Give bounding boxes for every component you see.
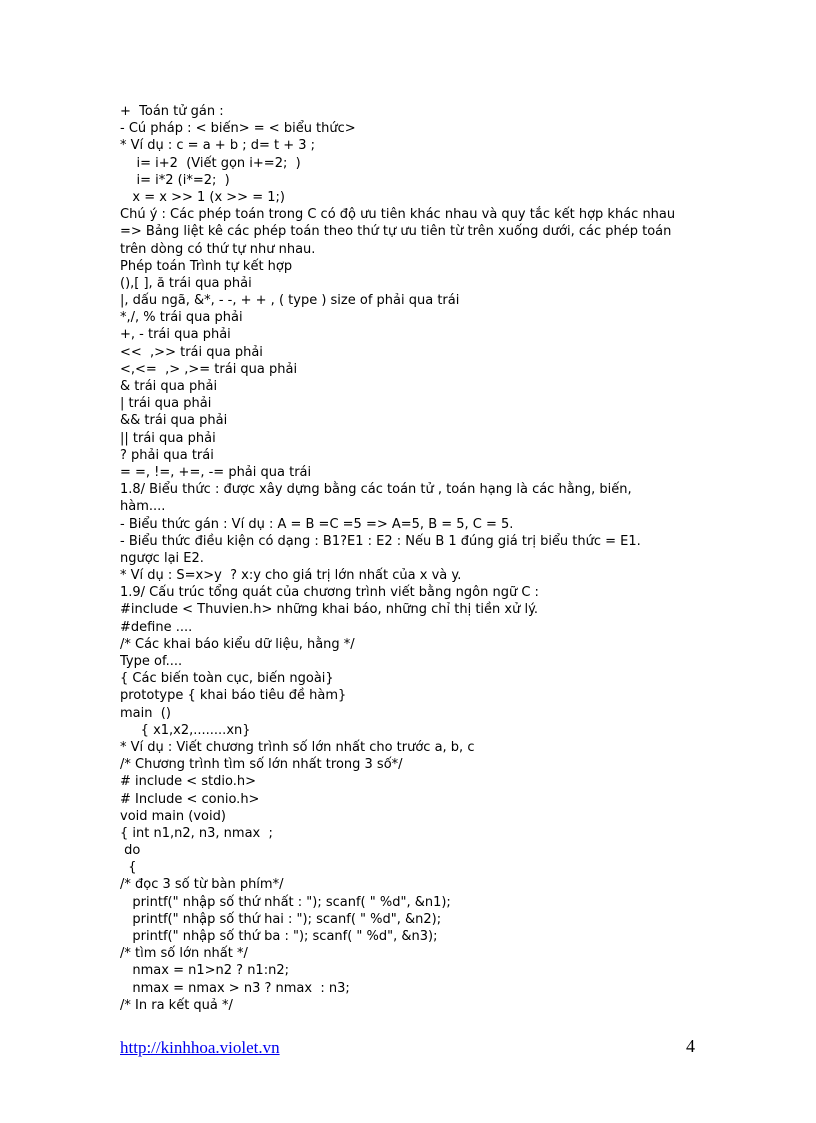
text-line: (),[ ], ă trái qua phải [120,275,252,291]
text-line: main () [120,705,171,721]
text-line: +, - trái qua phải [120,327,231,343]
text-line: * Ví dụ : Viết chương trình số lớn nhất cho trước a, b, c [120,739,475,755]
text-line: { int n1,n2, n3, nmax ; [120,825,273,841]
text-line: #include < Thuvien.h> những khai báo, những chỉ thị tiền xử lý. [120,602,539,618]
text-line: /* In ra kết quả */ [120,997,233,1013]
text-line: trên dòng có thứ tự như nhau. [120,241,316,257]
document-body [120,103,710,1014]
text-line: /* Chương trình tìm số lớn nhất trong 3 số*/ [120,757,403,773]
text-line: Chú ý : Các phép toán trong C có độ ưu tiên khác nhau và quy tắc kết hợp khác nhau [120,207,676,223]
text-line: i= i+2 (Viết gọn i+=2; ) [120,155,301,171]
text-line: 1.8/ Biểu thức : được xây dựng bằng các toán tử , toán hạng là các hằng, biến, [120,482,632,498]
text-line: + Toán tử gán : [120,104,224,119]
text-line: i= i*2 (i*=2; ) [120,172,230,188]
text-line: /* tìm số lớn nhất */ [120,946,248,962]
page-number: 4 [686,1036,695,1056]
text-line: x = x >> 1 (x >> = 1;) [120,189,285,205]
text-line: { x1,x2,........xn} [120,722,251,738]
text-line: #define .... [120,619,193,635]
text-line: Phép toán Trình tự kết hợp [120,258,293,274]
text-line: nmax = nmax > n3 ? nmax : n3; [120,980,350,996]
text-line: do [120,843,141,859]
text-line: |, dấu ngã, &*, - -, + + , ( type ) size of phải qua trái [120,293,460,309]
text-line: ? phải qua trái [120,447,214,463]
text-line: prototype { khai báo tiêu đề hàm} [120,688,347,704]
text-line: /* đọc 3 số từ bàn phím*/ [120,877,284,893]
text-line: *,/, % trái qua phải [120,310,243,326]
text-line: | trái qua phải [120,396,212,412]
text-line: & trái qua phải [120,379,218,394]
text-line: || trái qua phải [120,430,216,446]
text-line: - Biểu thức gán : Ví dụ : A = B =C =5 => A=5, B = 5, C = 5. [120,516,514,532]
text-line: * Ví dụ : S=x>y ? x:y cho giá trị lớn nhất của x và y. [120,568,462,584]
text-line: << ,>> trái qua phải [120,344,263,360]
text-line: /* Các khai báo kiểu dữ liệu, hằng */ [120,636,355,652]
text-line: Type of.... [120,654,183,669]
text-line: && trái qua phải [120,413,228,429]
text-line: # Include < conio.h> [120,791,260,807]
text-line: = =, !=, +=, -= phải qua trái [120,464,312,480]
text-line: => Bảng liệt kê các phép toán theo thứ tự ưu tiên từ trên xuống dưới, các phép toán [120,224,672,240]
text-line: nmax = n1>n2 ? n1:n2; [120,963,289,979]
text-line: { [120,860,137,876]
text-line: void main (void) [120,808,226,824]
text-line: <,<= ,> ,>= trái qua phải [120,361,298,377]
text-line: printf(" nhập số thứ nhất : "); scanf( " %d", &n1); [120,894,451,910]
text-line: * Ví dụ : c = a + b ; d= t + 3 ; [120,138,316,154]
footer-link[interactable]: http://kinhhoa.violet.vn [120,1038,280,1057]
text-line: 1.9/ Cấu trúc tổng quát của chương trình viết bằng ngôn ngữ C : [120,585,539,601]
text-line: # include < stdio.h> [120,774,257,790]
text-line: hàm.... [120,499,166,515]
text-line: printf(" nhập số thứ hai : "); scanf( " %d", &n2); [120,911,442,927]
text-line: - Cú pháp : < biến> = < biểu thức> [120,121,356,137]
text-line: ngược lại E2. [120,550,204,566]
text-line: { Các biến toàn cục, biến ngoài} [120,671,334,687]
text-line: - Biểu thức điều kiện có dạng : B1?E1 : E2 : Nếu B 1 đúng giá trị biểu thức = E1. [120,533,641,549]
text-line: printf(" nhập số thứ ba : "); scanf( " %d", &n3); [120,929,438,944]
